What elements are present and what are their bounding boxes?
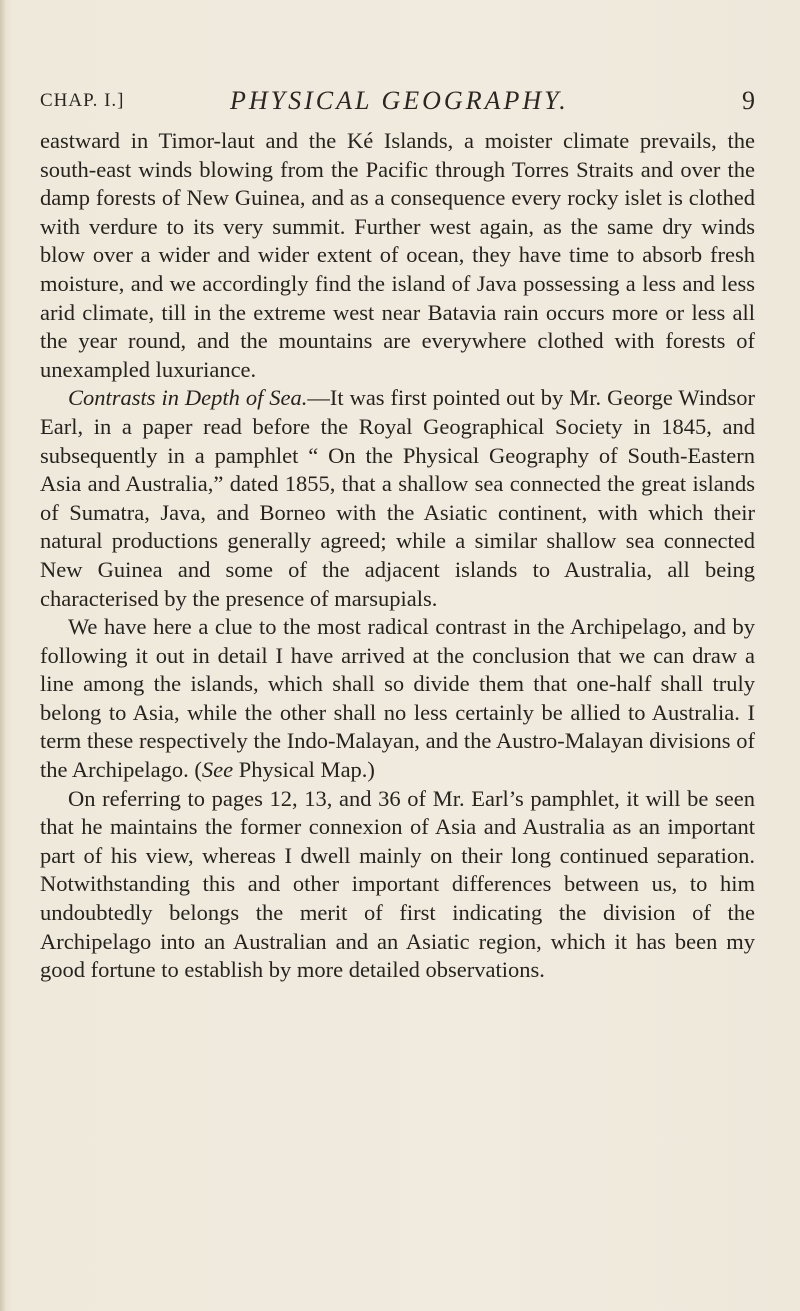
paragraph-3 (40, 613, 755, 785)
paragraph-3-text: We have here a clue to the most radical contrast in the Archipelago, and by following it out in detail I have arrived at the conclusion that we can draw a line among the islands, which shall so divide them that one-half shall truly belong to Asia, while the other shall no less certainly be allied to Australia. I term these respectively the Indo-Malayan, and the Austro-Malayan divisions of the Archipelago. ( (40, 614, 755, 783)
paragraph-2-body: —It was first pointed out by Mr. George Windsor Earl, in a paper read before the Royal Geographical Society in 1845, and subsequently in a pamphlet “ On the Physical Geography of South-Eastern Asia and Australia,” dated 1855, that a shallow sea connected the great islands of Sumatra, Java, and Borneo with the Asiatic continent, with which their natural productions generally agreed; while a similar shallow sea connected New Guinea and some of the adjacent islands to Australia, all being characterised by the presence of marsupials. (40, 385, 755, 611)
running-title: PHYSICAL GEOGRAPHY. (230, 86, 569, 115)
page-binding-edge (0, 0, 6, 1311)
paragraph-4: On referring to pages 12, 13, and 36 of Mr. Earl’s pamphlet, it will be seen that he maintains the former connexion of Asia and Australia as an important part of his view, whereas I dwell mainly on their long continued separation. Notwithstanding this and other important differences between us, to him undoubtedly belongs the merit of first indicating the division of the Archipelago into an Australian and an Asiatic region, which it has been my good fortune to establish by more detailed observations. (40, 785, 755, 983)
section-heading-contrasts: Contrasts in Depth of Sea. (68, 385, 308, 411)
chapter-marker: CHAP. I.] (40, 90, 125, 111)
running-head (40, 86, 755, 126)
paragraph-1: eastward in Timor-laut and the Ké Islands, a moister climate prevails, the south-east winds blowing from the Pacific through Torres Straits and over the damp forests of New Guinea, and as a consequence every rocky islet is clothed with verdure to its very summit. Further west again, as the same dry winds blow over a wider and wider extent of ocean, they have time to absorb fresh moisture, and we accordingly find the island of Java possessing a less and less arid climate, till in the extreme west near Batavia rain occurs more or less all the year round, and the mountains are everywhere clothed with forests of unexampled luxuriance. (40, 128, 755, 382)
paragraph-3-end: Physical Map.) (233, 757, 375, 783)
see-reference: See (201, 757, 234, 783)
body-text (40, 127, 755, 985)
page-number: 9 (742, 86, 755, 115)
paragraph-2 (40, 384, 755, 613)
